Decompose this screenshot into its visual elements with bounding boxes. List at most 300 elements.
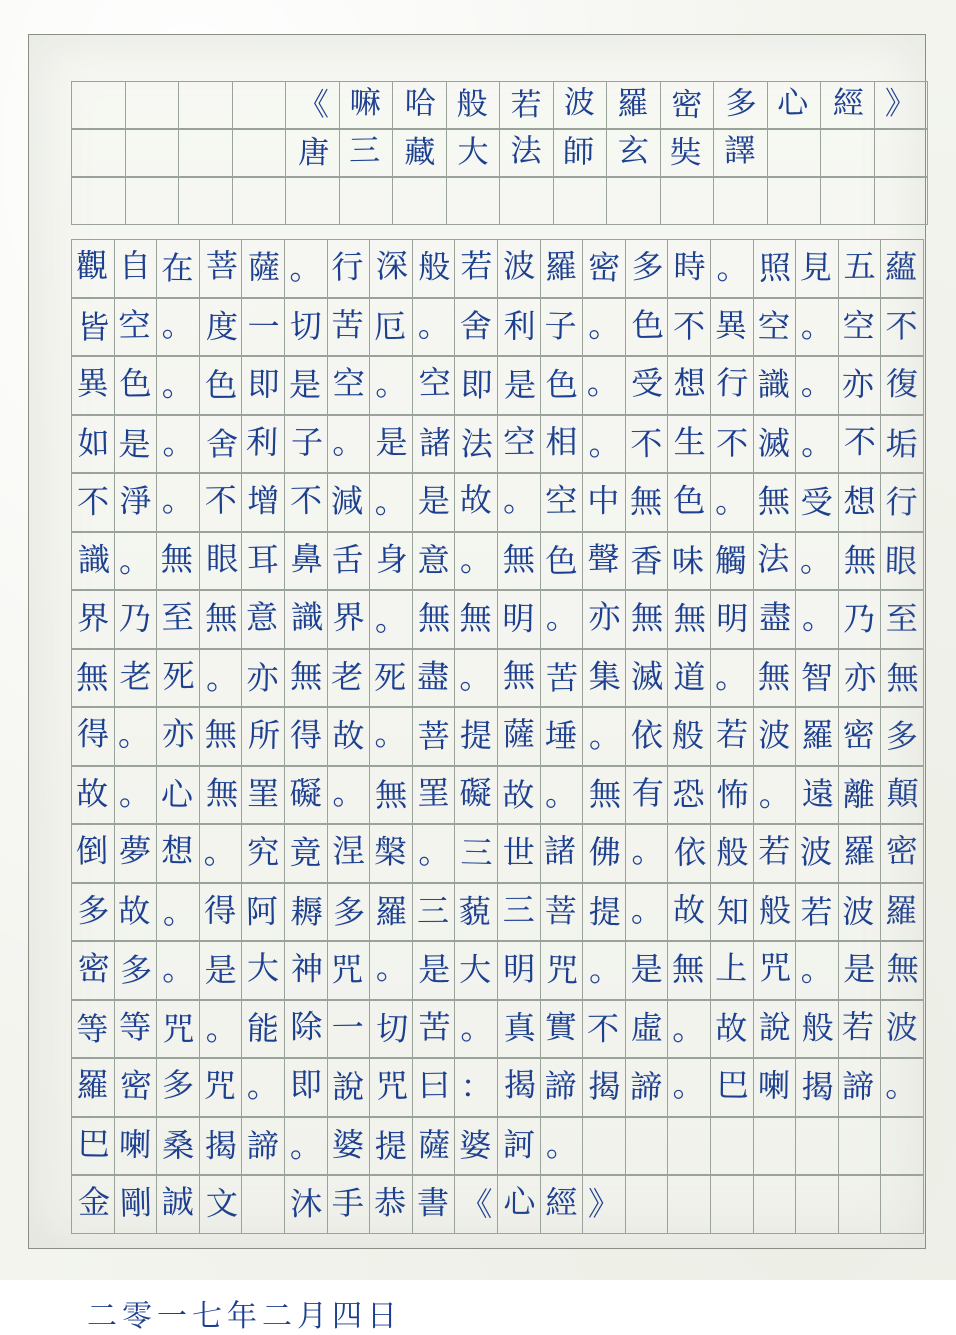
character: 若 [460,247,493,286]
character: 是 [118,424,152,464]
grid-cell [369,1000,413,1059]
grid-cell-empty [820,177,875,225]
text-row [71,707,943,766]
character: 不 [715,424,748,463]
grid-cell [795,649,839,708]
grid-cell [156,590,200,649]
grid-cell [499,129,554,177]
grid-cell [199,415,243,474]
character: 色 [673,481,706,520]
grid-cell [582,1000,626,1059]
grid-cell [412,649,456,708]
grid-cell [667,356,711,415]
character: 揭 [204,1126,237,1165]
grid-cell [625,941,669,1000]
character: 無 [630,599,663,638]
character: 三 [348,132,381,169]
grid-cell [199,532,243,591]
character: 般 [801,1008,834,1047]
grid-cell [71,766,115,825]
grid-cell [582,532,626,591]
character: 聲 [587,539,620,579]
character: 空 [502,422,536,461]
grid-cell [880,532,924,591]
character: 咒 [375,1066,409,1106]
character: 揭 [588,1067,621,1106]
grid-cell [285,129,340,177]
character: 不 [673,307,706,346]
grid-cell [327,1058,371,1117]
character: 故 [714,1009,747,1048]
grid-cell [114,473,158,532]
grid-cell [284,356,328,415]
grid-cell [497,415,541,474]
character: 至 [160,598,194,638]
grid-cell [71,1058,115,1117]
grid-cell [710,298,754,357]
text-row [71,1175,943,1234]
grid-cell-empty [71,177,126,225]
grid-cell [114,532,158,591]
grid-cell [540,941,584,1000]
character: 。 [118,540,152,580]
writing-sheet [28,34,926,1334]
character: 恐 [672,774,705,814]
character: 等 [75,1009,109,1049]
character: 密 [587,248,621,288]
grid-cell-empty [710,1117,754,1176]
grid-cell [71,415,115,474]
grid-cell [71,1175,115,1234]
character: 乃 [118,599,152,639]
grid-cell-empty [667,1117,711,1176]
grid-cell [667,649,711,708]
grid-cell [710,239,754,298]
character: 薩 [502,715,535,754]
grid-cell [880,707,924,766]
character: 若 [715,715,749,755]
character: 如 [76,423,110,463]
character: 空 [118,305,152,345]
grid-cell [327,356,371,415]
grid-cell [540,824,584,883]
grid-cell-empty [753,1175,797,1234]
grid-cell [540,649,584,708]
grid-cell [667,1000,711,1059]
grid-cell [284,649,328,708]
grid-cell [241,298,285,357]
grid-cell [540,1058,584,1117]
character: 。 [586,364,620,403]
grid-cell [392,129,447,177]
grid-cell [497,649,541,708]
character: 波 [885,1008,919,1047]
grid-cell [582,824,626,883]
grid-cell [795,532,839,591]
character: 槃 [373,833,407,872]
grid-cell [667,298,711,357]
character: 生 [673,422,706,461]
character: 諦 [246,1126,280,1165]
character: 。 [289,1126,323,1166]
character: 無 [418,599,451,638]
grid-cell [625,298,669,357]
character: 巴 [77,1124,110,1163]
character: 不 [289,481,323,521]
grid-cell [369,883,413,942]
grid-cell [838,356,882,415]
character: 羅 [616,85,649,122]
character: 。 [162,423,195,463]
grid-cell [454,1058,498,1117]
character: 即 [247,365,280,404]
character: 。 [714,657,748,697]
character: 明 [715,599,749,638]
character: 一 [247,307,280,346]
grid-cell-empty [767,177,822,225]
character: 多 [120,951,153,990]
character: 罣 [247,774,280,813]
grid-cell [795,415,839,474]
text-row [71,941,943,1000]
grid-cell [71,707,115,766]
text-row [71,415,943,474]
character: 即 [289,1065,322,1105]
character: 無 [758,657,791,696]
grid-cell [71,298,115,357]
grid-cell [156,649,200,708]
grid-cell [114,1000,158,1059]
grid-cell [710,707,754,766]
character: 喇 [119,1124,152,1164]
grid-cell [838,707,882,766]
grid-cell [284,239,328,298]
character: 。 [799,305,834,345]
character: 是 [417,482,450,521]
character: 波 [842,892,876,931]
character: 垢 [885,424,919,464]
grid-cell [606,81,661,129]
character: 色 [630,305,664,345]
character: 。 [799,540,832,579]
grid-cell-empty [838,1117,882,1176]
grid-cell [880,883,924,942]
grid-cell-empty [499,177,554,225]
grid-cell [625,766,669,825]
grid-cell [497,298,541,357]
grid-cell [114,707,158,766]
text-row [71,824,943,883]
grid-cell [284,766,328,825]
character: 巴 [716,1066,749,1105]
grid-cell [753,239,797,298]
grid-cell-empty [838,1175,882,1234]
character: 無 [672,950,705,989]
character: 無 [844,540,877,580]
grid-cell [241,1117,285,1176]
grid-cell-empty [125,81,180,129]
grid-cell-empty [178,129,233,177]
grid-cell [241,824,285,883]
grid-cell [454,415,498,474]
character: 多 [333,892,366,931]
grid-cell [667,415,711,474]
character: 厄 [373,306,407,346]
heading-row [71,177,943,225]
grid-cell [199,824,243,883]
character: 。 [289,249,322,288]
grid-cell [412,941,456,1000]
grid-cell [753,1000,797,1059]
grid-cell [497,473,541,532]
character: 知 [716,892,749,931]
grid-cell [454,473,498,532]
grid-cell [667,1058,711,1117]
grid-cell [114,239,158,298]
character: 。 [460,1008,493,1047]
character: ： [460,1067,494,1107]
grid-cell [540,532,584,591]
grid-cell [114,356,158,415]
character: 。 [417,306,450,345]
character: 羅 [801,716,834,755]
text-row [71,766,943,825]
character: 》 [587,1185,621,1224]
character: 故 [332,716,366,756]
character: 咒 [162,1009,195,1048]
grid-cell-empty [446,177,501,225]
character: 諦 [544,1067,577,1106]
grid-cell-empty [125,177,180,225]
grid-cell [667,239,711,298]
character: 死 [373,658,407,697]
grid-cell [667,883,711,942]
character: 羅 [544,247,578,287]
character: 。 [332,422,365,462]
character: 切 [375,1009,409,1048]
character: 。 [545,598,579,637]
date-line: 二零一七年二月四日 [87,1299,402,1334]
character: 。 [161,480,195,520]
character: 明 [501,599,535,639]
character: 心 [503,1182,536,1222]
character: 多 [630,247,664,287]
character: 減 [331,482,364,521]
grid-cell [241,1058,285,1117]
grid-cell [667,824,711,883]
grid-cell-empty [880,1117,924,1176]
grid-cell [540,707,584,766]
grid-cell [241,707,285,766]
grid-cell-empty [767,129,822,177]
grid-cell [156,298,200,357]
grid-cell [446,129,501,177]
character: 究 [247,833,280,872]
character: 故 [118,891,151,931]
character: 苦 [546,658,579,697]
grid-cell [327,590,371,649]
character: 度 [205,307,238,346]
grid-cell [753,707,797,766]
character: 怖 [716,775,749,814]
grid-cell [156,473,200,532]
heading-row [71,81,943,129]
grid-cell-empty [553,177,608,225]
grid-cell [753,590,797,649]
grid-cell [625,1000,669,1059]
grid-cell [454,824,498,883]
grid-cell [625,824,669,883]
character: 羅 [76,1065,109,1105]
grid-cell [667,473,711,532]
grid-cell-empty [71,129,126,177]
character: 多 [76,890,110,930]
text-row [71,883,943,942]
grid-cell-empty [71,81,126,129]
character: 是 [203,951,237,990]
grid-cell [369,824,413,883]
character: 佛 [588,833,622,872]
grid-cell [241,1000,285,1059]
character: 盡 [416,656,449,696]
character: 乃 [843,600,876,639]
grid-cell [795,239,839,298]
grid-cell [369,239,413,298]
grid-cell [795,298,839,357]
grid-cell-empty [874,129,929,177]
grid-cell [582,590,626,649]
grid-cell [795,941,839,1000]
character: 竟 [289,833,322,873]
character: 滅 [757,423,791,463]
character: 行 [715,363,749,403]
character: 不 [204,481,237,520]
character: 不 [586,1009,620,1048]
grid-cell [880,298,924,357]
character: 諦 [629,1067,663,1107]
character: 界 [76,599,110,638]
character: 。 [458,657,492,697]
grid-cell [880,766,924,825]
grid-cell [156,824,200,883]
grid-cell [540,239,584,298]
text-row [71,298,943,357]
grid-cell [412,824,456,883]
character: 波 [502,246,536,286]
grid-cell [710,883,754,942]
grid-cell [369,707,413,766]
character: 波 [563,84,596,121]
grid-cell-empty [820,129,875,177]
grid-cell [327,707,371,766]
character: 諦 [842,1067,875,1106]
grid-cell [71,941,115,1000]
character: 無 [205,773,239,813]
grid-cell [199,1117,243,1176]
character: 在 [161,249,194,288]
grid-cell-empty [795,1175,839,1234]
grid-cell-empty [285,177,340,225]
character: 得 [76,714,110,754]
grid-cell [880,941,924,1000]
grid-cell [838,883,882,942]
grid-cell [540,473,584,532]
grid-cell [497,356,541,415]
grid-cell-empty [241,1175,285,1234]
grid-cell [553,81,608,129]
character: 子 [290,422,323,462]
character: 波 [799,832,833,872]
character: 意 [417,541,450,580]
character: 空 [545,481,578,521]
grid-cell [582,883,626,942]
character: 鼻 [290,539,324,579]
character: 實 [545,1007,578,1046]
character: 。 [246,1066,280,1106]
grid-cell [369,1117,413,1176]
grid-cell [114,415,158,474]
grid-cell-empty [125,129,180,177]
grid-cell [582,298,626,357]
character: 夢 [118,831,152,871]
grid-cell [540,356,584,415]
character: 誠 [161,1183,194,1222]
grid-cell [625,707,669,766]
character: 譯 [723,132,756,169]
grid-cell [199,707,243,766]
character: 婆 [459,1126,492,1165]
grid-cell [838,824,882,883]
grid-cell [625,239,669,298]
grid-cell [327,239,371,298]
grid-cell [412,356,456,415]
character: 子 [544,306,578,346]
grid-cell [412,415,456,474]
grid-cell [327,473,371,532]
character: 薩 [417,1125,451,1165]
grid-cell [156,415,200,474]
grid-cell [625,649,669,708]
grid-cell [753,415,797,474]
character: 蘊 [884,248,918,287]
character: 老 [331,657,364,696]
grid-cell [412,1175,456,1234]
character: 味 [671,541,705,580]
grid-cell [454,883,498,942]
character: 。 [202,833,236,873]
grid-cell [284,473,328,532]
grid-cell [199,883,243,942]
character: 異 [714,305,747,345]
grid-cell [753,766,797,825]
grid-cell [284,298,328,357]
grid-cell [454,707,498,766]
character: 經 [545,1183,579,1223]
character: 依 [673,833,707,873]
grid-cell [241,239,285,298]
grid-cell [497,707,541,766]
character: 等 [119,1007,152,1047]
grid-cell [327,941,371,1000]
grid-cell [284,590,328,649]
character: 依 [630,716,663,755]
character: 提 [374,1126,408,1166]
character: 不 [629,424,663,463]
grid-cell [327,415,371,474]
character: 利 [503,306,536,345]
character: 嘛 [349,84,382,121]
character: 。 [118,774,152,813]
